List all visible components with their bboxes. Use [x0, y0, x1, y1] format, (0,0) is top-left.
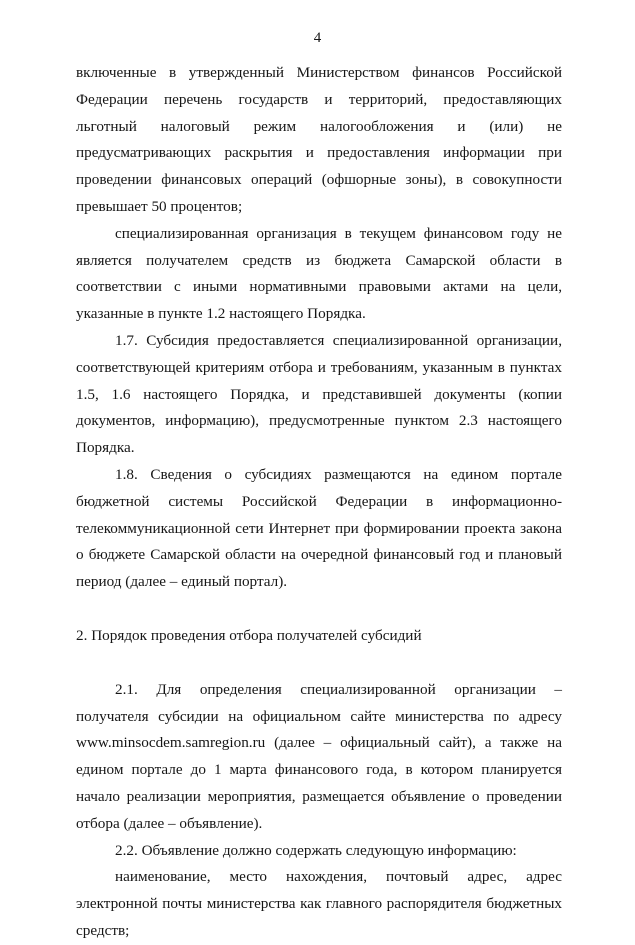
paragraph-2-1: 2.1. Для определения специализированной организации – получателя субсидии на официальном сайте министерства по адресу www.minsocdem.samregion.ru (далее – официальный сайт), а также на едином портале до 1 марта финансового года, в котором планируется начало реализации мероприятия, размещается объявление о проведении отбора (далее – объявление).: [76, 680, 562, 832]
page-number: 4: [313, 30, 322, 46]
paragraph-1-8: 1.8. Сведения о субсидиях размещаются на едином портале бюджетной системы Российской Федерации в информационно-телекоммуникационной сети Интернет при формировании проекта закона о бюджете Самарской области на очередной финансовый год и плановый период (далее – единый портал).: [76, 465, 562, 591]
paragraph-announcement-item: наименование, место нахождения, почтовый адрес, адрес электронной почты министерства как главного распорядителя бюджетных средств;: [76, 868, 562, 939]
paragraph-2-2: 2.2. Объявление должно содержать следующую информацию:: [115, 841, 517, 859]
paragraph-1-7: 1.7. Субсидия предоставляется специализированной организации, соответствующей критериям отбора и требованиям, указанным в пунктах 1.5, 1.6 настоящего Порядка, и представившей документы (копии документов, информацию), предусмотренные пунктом 2.3 настоящего Порядка.: [76, 331, 562, 457]
paragraph-continuation: включенные в утвержденный Министерством финансов Российской Федерации перечень государств и территорий, предоставляющих льготный налоговый режим налогообложения и (или) не предусматривающих раскрытия и предоставления информации при проведении финансовых операций (офшорные зоны), в совокупности превышает 50 процентов;: [76, 64, 562, 215]
document-body: [76, 60, 562, 945]
paragraph-specialized-org: специализированная организация в текущем финансовом году не является получателем средств из бюджета Самарской области в соответствии с иными нормативными правовыми актами на цели, указанные в пункте 1.2 настоящего Порядка.: [76, 224, 562, 323]
section-heading: 2. Порядок проведения отбора получателей субсидий: [76, 626, 422, 644]
